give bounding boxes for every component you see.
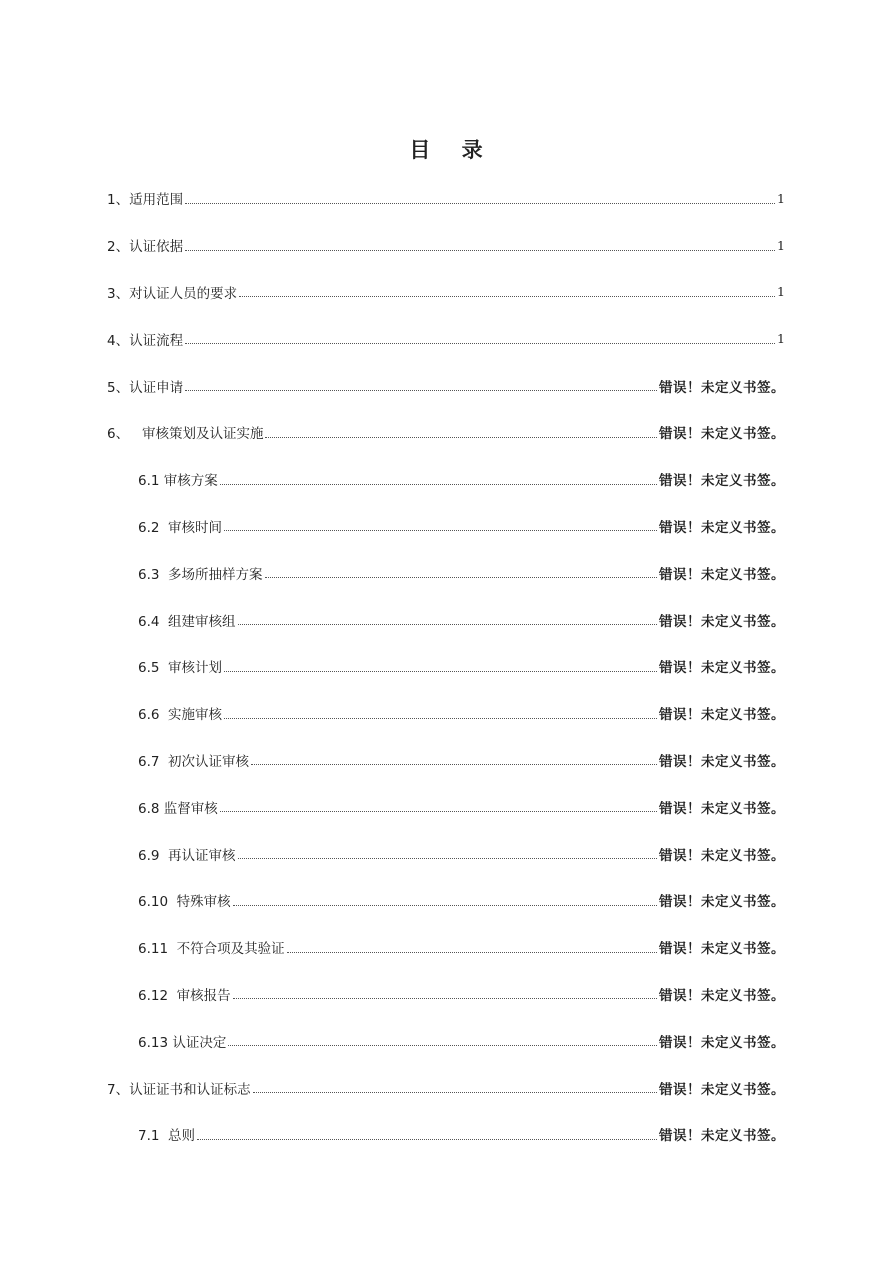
toc-entry-page: 错误！未定义书签。 xyxy=(659,426,785,443)
toc-entry-page: 错误！未定义书签。 xyxy=(659,566,785,583)
toc-dot-leader xyxy=(228,1045,657,1046)
toc-entry[interactable] xyxy=(138,877,785,924)
toc-entry[interactable] xyxy=(107,362,785,409)
toc-entry-label: 4、认证流程 xyxy=(107,332,184,349)
toc-entry-label: 6.2 审核时间 xyxy=(138,519,223,536)
toc-entry[interactable] xyxy=(138,971,785,1018)
toc-dot-leader xyxy=(185,390,657,391)
toc-dot-leader xyxy=(287,952,657,953)
toc-entry-label: 6.3 多场所抽样方案 xyxy=(138,566,263,583)
toc-entry[interactable] xyxy=(107,222,785,269)
toc-entry-label: 7.1 总则 xyxy=(138,1128,196,1145)
toc-dot-leader xyxy=(238,858,657,859)
toc-entry-label: 1、适用范围 xyxy=(107,192,184,209)
toc-entry[interactable] xyxy=(138,783,785,830)
toc-entry[interactable] xyxy=(138,643,785,690)
toc-entry-page: 错误！未定义书签。 xyxy=(659,894,785,911)
toc-entry-page: 错误！未定义书签。 xyxy=(659,519,785,536)
toc-entry-page: 1 xyxy=(777,331,785,347)
toc-entry[interactable] xyxy=(107,409,785,456)
toc-entry-page: 错误！未定义书签。 xyxy=(659,707,785,724)
toc-entry-label: 6.8 监督审核 xyxy=(138,800,218,817)
toc-entry-label: 6.4 组建审核组 xyxy=(138,613,236,630)
toc-entry[interactable] xyxy=(138,924,785,971)
toc-entry-label: 6.1 审核方案 xyxy=(138,473,218,490)
toc-dot-leader xyxy=(220,484,657,485)
toc-entry-label: 6.5 审核计划 xyxy=(138,660,223,677)
toc-dot-leader xyxy=(238,624,657,625)
toc-entry-page: 错误！未定义书签。 xyxy=(659,1034,785,1051)
toc-entry-page: 错误！未定义书签。 xyxy=(659,379,785,396)
toc-entry[interactable] xyxy=(107,269,785,316)
toc-entry[interactable] xyxy=(138,596,785,643)
toc-entry-page: 1 xyxy=(777,284,785,300)
toc-entry-label: 6.6 实施审核 xyxy=(138,707,223,724)
toc-dot-leader xyxy=(233,998,657,999)
toc-entry-page: 错误！未定义书签。 xyxy=(659,847,785,864)
toc-entry-label: 6.13 认证决定 xyxy=(138,1034,227,1051)
toc-entry-label: 5、认证申请 xyxy=(107,379,184,396)
toc-entry-label: 3、对认证人员的要求 xyxy=(107,285,238,302)
toc-dot-leader xyxy=(224,718,657,719)
toc-entry-page: 错误！未定义书签。 xyxy=(659,941,785,958)
toc-entry[interactable] xyxy=(138,690,785,737)
toc-dot-leader xyxy=(185,250,775,251)
toc-entry-page: 错误！未定义书签。 xyxy=(659,1128,785,1145)
toc-dot-leader xyxy=(253,1092,657,1093)
toc-dot-leader xyxy=(220,811,657,812)
toc-entry-page: 1 xyxy=(777,237,785,253)
toc-entry[interactable] xyxy=(107,175,785,222)
toc-entry-page: 错误！未定义书签。 xyxy=(659,613,785,630)
toc-entry[interactable] xyxy=(138,830,785,877)
toc-entry[interactable] xyxy=(138,456,785,503)
toc-dot-leader xyxy=(265,437,657,438)
toc-dot-leader xyxy=(224,671,657,672)
toc-entry-page: 错误！未定义书签。 xyxy=(659,660,785,677)
toc-entry-page: 错误！未定义书签。 xyxy=(659,753,785,770)
toc-entry-label: 7、认证证书和认证标志 xyxy=(107,1081,251,1098)
toc-entry-label: 6.7 初次认证审核 xyxy=(138,753,250,770)
toc-dot-leader xyxy=(197,1139,657,1140)
toc-entry-label: 6.12 审核报告 xyxy=(138,987,231,1004)
toc-entry-page: 错误！未定义书签。 xyxy=(659,1081,785,1098)
toc-dot-leader xyxy=(265,577,657,578)
toc-title: 目 录 xyxy=(409,138,495,162)
toc-dot-leader xyxy=(239,296,775,297)
toc-entry[interactable] xyxy=(138,1017,785,1064)
toc-dot-leader xyxy=(224,530,657,531)
toc-entry[interactable] xyxy=(107,315,785,362)
toc-entry-page: 1 xyxy=(777,190,785,206)
toc-entry[interactable] xyxy=(138,549,785,596)
toc-entry-label: 6.10 特殊审核 xyxy=(138,894,231,911)
toc-entry-label: 2、认证依据 xyxy=(107,239,184,256)
toc-dot-leader xyxy=(251,764,657,765)
toc-entry-label: 6、 审核策划及认证实施 xyxy=(107,426,264,443)
toc-entry[interactable] xyxy=(138,503,785,550)
toc-entry-label: 6.11 不符合项及其验证 xyxy=(138,941,285,958)
toc-dot-leader xyxy=(185,203,775,204)
toc-entry[interactable] xyxy=(107,1064,785,1111)
toc-entry-label: 6.9 再认证审核 xyxy=(138,847,236,864)
toc-entry-page: 错误！未定义书签。 xyxy=(659,473,785,490)
toc-entry-page: 错误！未定义书签。 xyxy=(659,800,785,817)
toc-entry[interactable] xyxy=(138,737,785,784)
toc-dot-leader xyxy=(233,905,657,906)
toc-dot-leader xyxy=(185,343,775,344)
toc-entry-page: 错误！未定义书签。 xyxy=(659,987,785,1004)
toc-entry[interactable] xyxy=(138,1111,785,1158)
